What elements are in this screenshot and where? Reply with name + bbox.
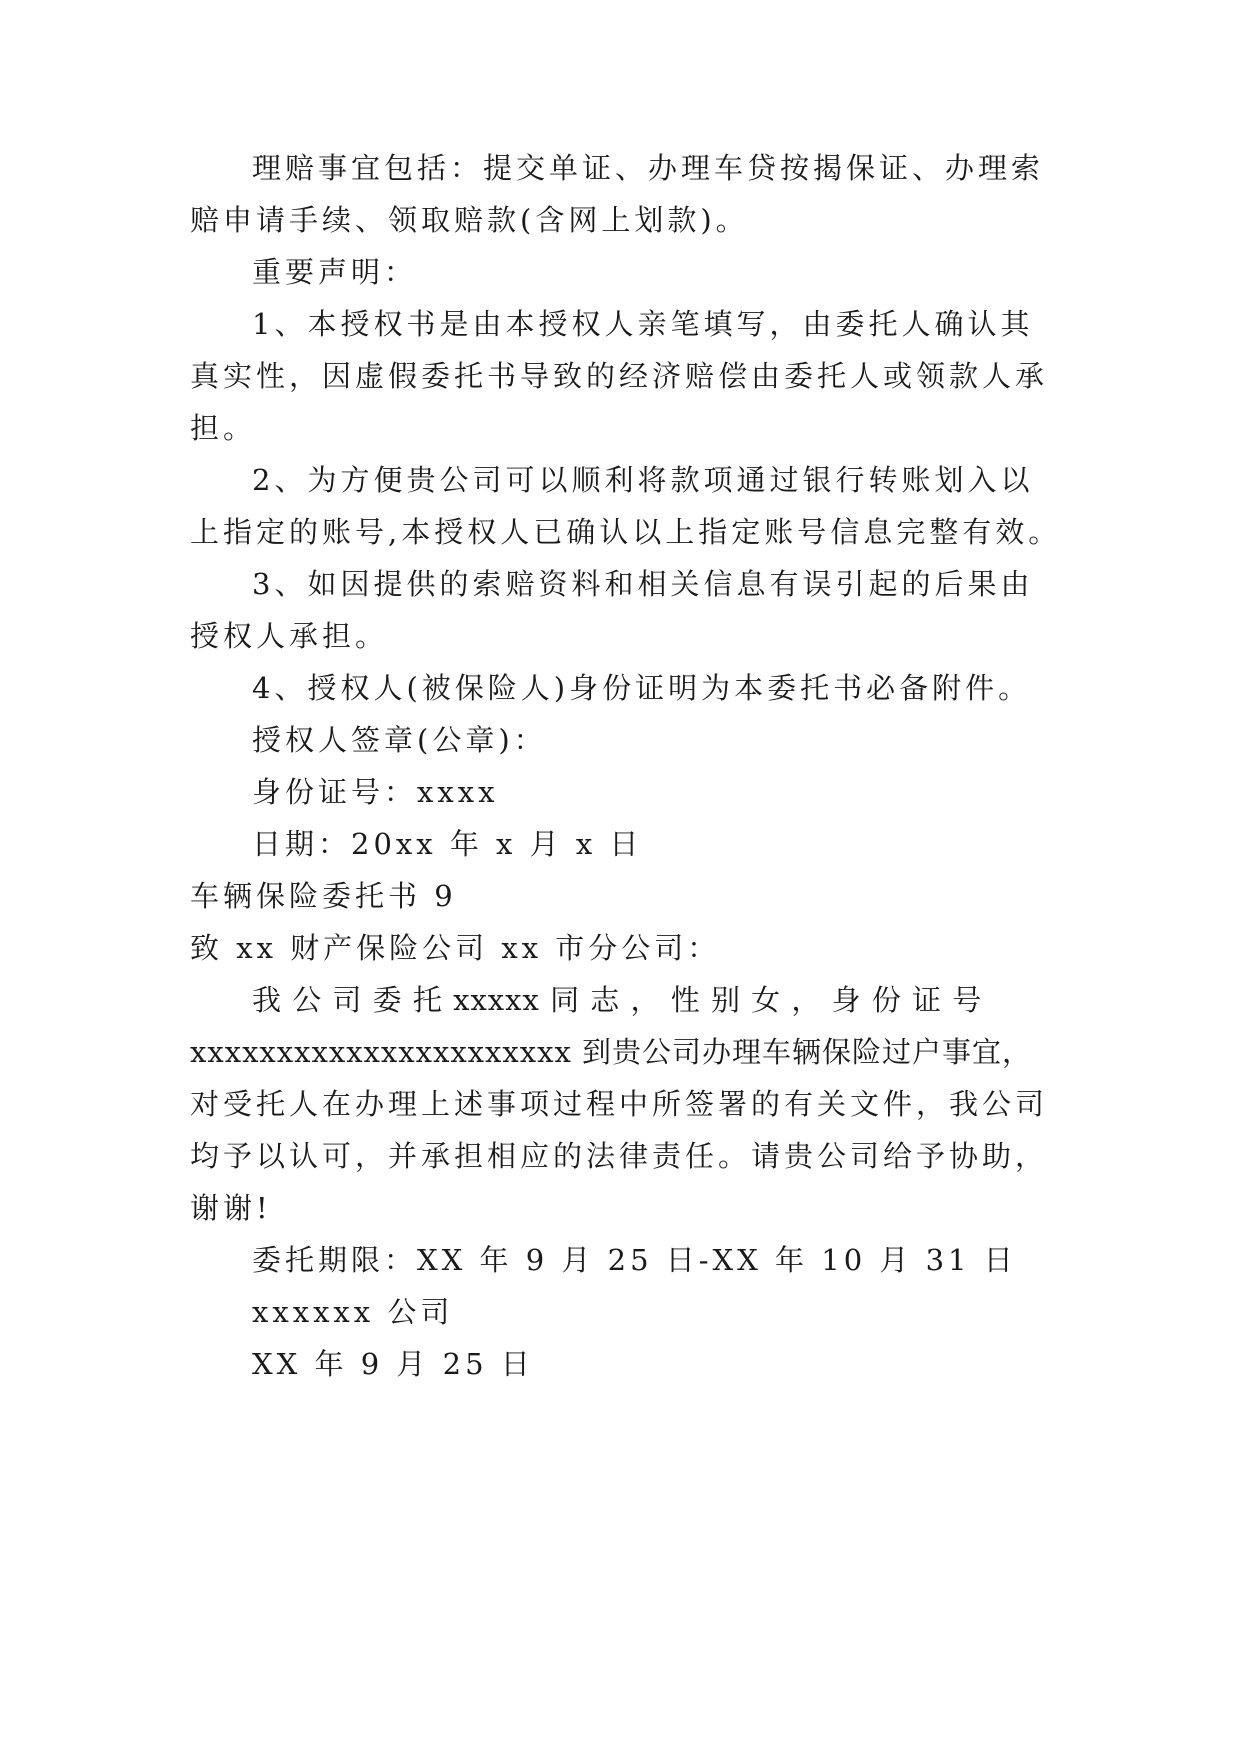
text-line: 3、如因提供的索赔资料和相关信息有误引起的后果由 bbox=[252, 567, 1034, 601]
text-line: 担。 bbox=[190, 411, 257, 445]
addressee-line: 致 xx 财产保险公司 xx 市分公司： bbox=[190, 931, 721, 965]
text-line: 谢谢! bbox=[190, 1191, 272, 1225]
document-title: 车辆保险委托书 9 bbox=[190, 879, 457, 913]
text-line: 均予以认可，并承担相应的法律责任。请贵公司给予协助， bbox=[190, 1139, 1049, 1173]
text-line: 赔申请手续、领取赔款(含网上划款)。 bbox=[190, 203, 749, 237]
text-line: 上指定的账号,本授权人已确认以上指定账号信息完整有效。 bbox=[190, 515, 1062, 549]
text-line: 对受托人在办理上述事项过程中所签署的有关文件，我公司 bbox=[190, 1087, 1049, 1121]
term-line: 委托期限：XX 年 9 月 25 日-XX 年 10 月 31 日 bbox=[252, 1243, 1017, 1277]
text-line: 4、授权人(被保险人)身份证明为本委托书必备附件。 bbox=[252, 671, 1032, 705]
id-number-line: 身份证号：xxxx bbox=[252, 775, 499, 809]
text-line: 理赔事宜包括：提交单证、办理车贷按揭保证、办理索 bbox=[252, 151, 1045, 185]
text-line: xxxxxxxxxxxxxxxxxxxxxx 到贵公司办理车辆保险过户事宜， bbox=[190, 1035, 1033, 1069]
text-line: 授权人承担。 bbox=[190, 619, 389, 653]
text-line: 我 公 司 委 托 xxxxx 同 志 ， 性 别 女 ， 身 份 证 号 bbox=[252, 983, 983, 1017]
date-line: 日期：20xx 年 x 月 x 日 bbox=[252, 827, 643, 861]
signing-date: XX 年 9 月 25 日 bbox=[252, 1347, 534, 1381]
text-line: 1、本授权书是由本授权人亲笔填写，由委托人确认其 bbox=[252, 307, 1034, 341]
company-name: xxxxxx 公司 bbox=[252, 1295, 454, 1329]
section-heading: 重要声明： bbox=[252, 255, 418, 289]
text-line: 2、为方便贵公司可以顺利将款项通过银行转账划入以 bbox=[252, 463, 1034, 497]
text-line: 真实性，因虚假委托书导致的经济赔偿由委托人或领款人承 bbox=[190, 359, 1049, 393]
signature-label: 授权人签章(公章)： bbox=[252, 723, 547, 757]
